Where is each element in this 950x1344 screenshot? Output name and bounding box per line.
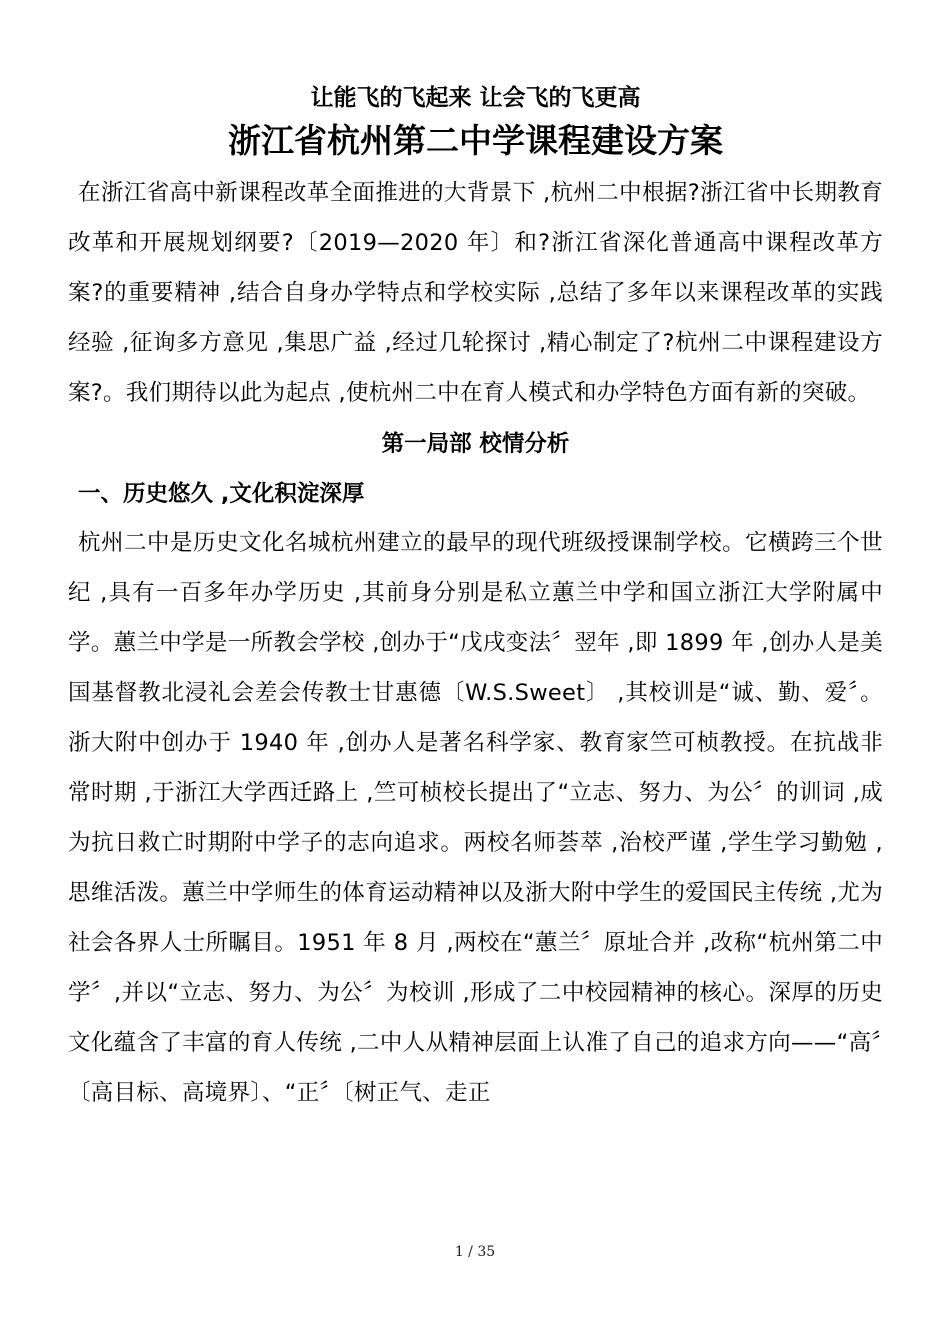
document-subtitle: 让能飞的飞起来 让会飞的飞更高 [310,85,641,111]
body-paragraph: 杭州二中是历史文化名城杭州建立的最早的现代班级授课制学校。它横跨三个世纪 ,具有一百多年办学历史 ,其前身分别是私立蕙兰中学和国立浙江大学附属中学。蕙兰中学是一所教会学校 ,创办于“戊戌变法〞翌年 ,即 1899 年 ,创办人是美国基督教北浸礼会差会传教士甘惠德〔W.S.Sweet〕 ,其校训是“诚、勤、爱〞。浙大附中创办于 1940 年 ,创办人是著名科学家、教育家竺可桢教授。在抗战非常时期 ,于浙江大学西迁路上 ,竺可桢校长提出了“立志、努力、为公〞的训词 ,成为抗日救亡时期附中学子的志向追求。两校名师荟萃 ,治校严谨 ,学生学习勤勉 ,思维活泼。蕙兰中学师生的体育运动精神以及浙大附中学生的爱国民主传统 ,尤为社会各界人士所瞩目。1951 年 8 月 ,两校在“蕙兰〞原址合并 ,改称“杭州第二中学〞,并以“立志、努力、为公〞为校训 ,形成了二中校园精神的核心。深厚的历史文化蕴含了丰富的育人传统 ,二中人从精神层面上认准了自己的追求方向——“高〞〔高目标、高境界〕、“正〞〔树正气、走正 [68,530,883,1106]
section-title: 第一局部 校情分析 [381,431,570,457]
document-page [68,80,883,1118]
document-title: 浙江省杭州第二中学课程建设方案 [228,121,723,160]
page-number: 1 / 35 [454,1244,496,1260]
section-heading: 一、历史悠久 ,文化积淀深厚 [78,481,365,507]
intro-paragraph: 在浙江省高中新课程改革全面推进的大背景下 ,杭州二中根据?浙江省中长期教育改革和开展规划纲要?〔2019—2020 年〕和?浙江省深化普通高中课程改革方案?的重要精神 ,结合自身办学特点和学校实际 ,总结了多年以来课程改革的实践经验 ,征询多方意见 ,集思广益 ,经过几轮探讨 ,精心制定了?杭州二中课程建设方案?。我们期待以此为起点 ,使杭州二中在育人模式和办学特色方面有新的突破。 [68,180,883,406]
